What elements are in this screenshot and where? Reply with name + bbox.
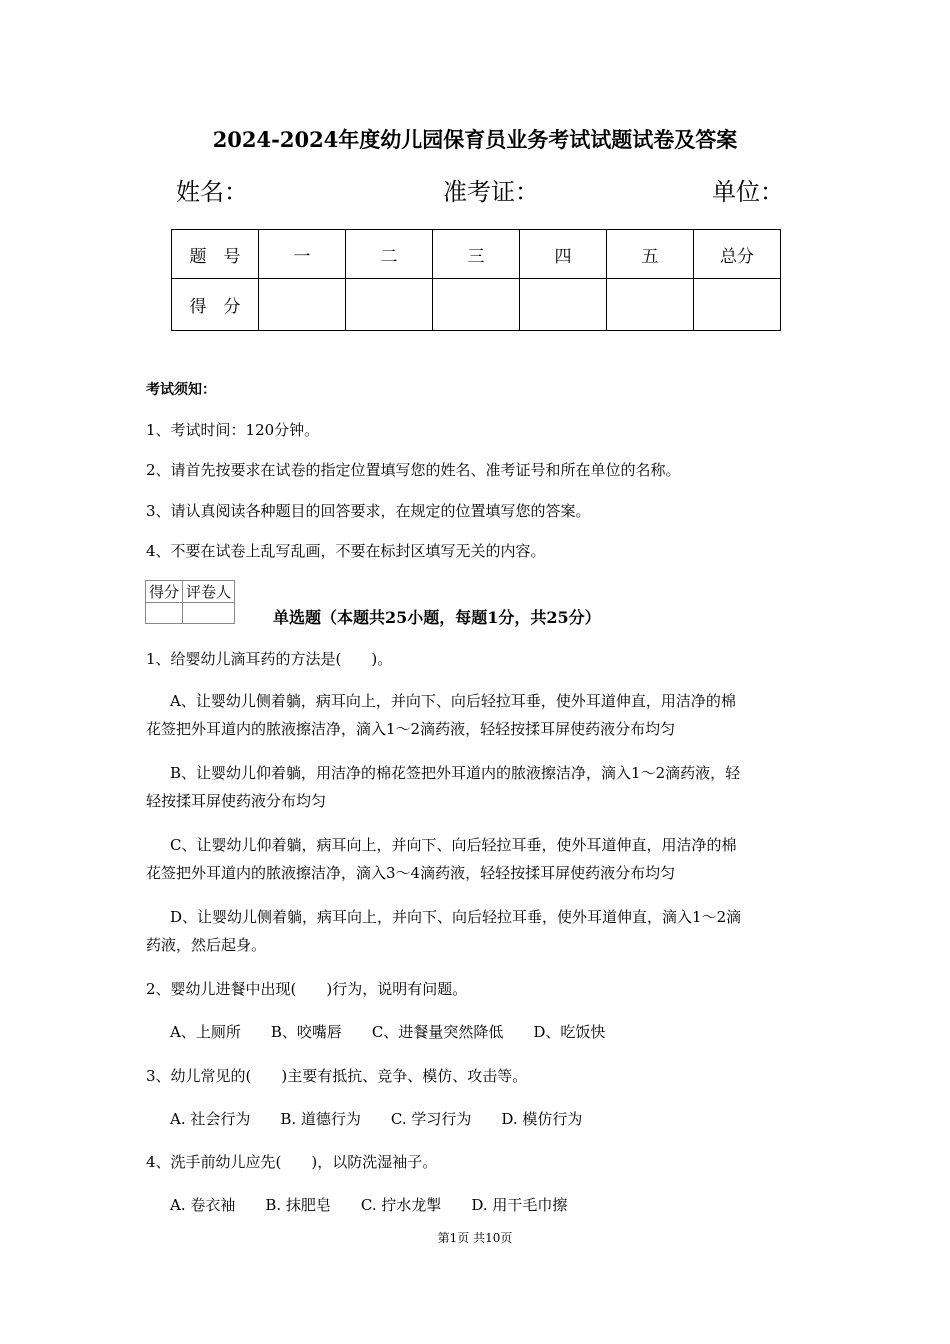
unit-label: 单位： [712,178,784,206]
score-header-row [172,230,781,279]
grader-score-cell[interactable] [146,603,183,624]
score-row-label: 得 分 [172,279,259,331]
notice-item: 1、考试时间：120分钟。 [146,421,320,439]
option-line: D、让婴幼儿侧着躺，病耳向上，并向下、向后轻拉耳垂，使外耳道伸直，滴入1～2滴 [170,908,742,926]
notice-item: 3、请认真阅读各种题目的回答要求，在规定的位置填写您的答案。 [146,502,591,520]
question-stem: 3、幼儿常见的( )主要有抵抗、竞争、模仿、攻击等。 [146,1067,528,1085]
score-header-cell: 三 [433,230,520,279]
score-header-cell: 一 [259,230,346,279]
score-header-cell: 四 [520,230,607,279]
option-line: B、让婴幼儿仰着躺，用洁净的棉花签把外耳道内的脓液擦洁净，滴入1～2滴药液，轻 [170,764,741,782]
option-line: A. 卷衣袖 B. 抹肥皂 C. 拧水龙掣 D. 用干毛巾擦 [170,1196,568,1214]
option-line: A、上厕所 B、咬嘴唇 C、进餐量突然降低 D、吃饭快 [170,1023,606,1041]
score-cell[interactable] [520,279,607,331]
option-line: A. 社会行为 B. 道德行为 C. 学习行为 D. 模仿行为 [170,1110,583,1128]
option-line: 药液，然后起身。 [146,936,267,954]
page-title: 2024-2024年度幼儿园保育员业务考试试题试卷及答案 [212,127,738,152]
question-stem: 2、婴幼儿进餐中出现( )行为，说明有问题。 [146,980,468,998]
score-header-cell: 二 [346,230,433,279]
score-cell[interactable] [607,279,694,331]
question-stem: 4、洗手前幼儿应先( )，以防洗湿袖子。 [146,1153,438,1171]
grader-reviewer-label: 评卷人 [183,581,235,603]
page-footer: 第1页 共10页 [437,1231,513,1245]
score-cell[interactable] [433,279,520,331]
score-header-cell: 题 号 [172,230,259,279]
section-title: 单选题（本题共25小题，每题1分，共25分） [273,608,601,627]
grader-reviewer-cell[interactable] [183,603,235,624]
notice-item: 2、请首先按要求在试卷的指定位置填写您的姓名、准考证号和所在单位的名称。 [146,461,681,479]
score-header-cell: 总分 [694,230,781,279]
option-line: 轻按揉耳屏使药液分布均匀 [146,792,327,810]
score-header-cell: 五 [607,230,694,279]
score-cell[interactable] [694,279,781,331]
notice-item: 4、不要在试卷上乱写乱画，不要在标封区填写无关的内容。 [146,542,546,560]
ticket-label: 准考证： [443,178,539,206]
option-line: C、让婴幼儿仰着躺，病耳向上，并向下、向后轻拉耳垂，使外耳道伸直，用洁净的棉 [170,836,737,854]
option-line: 花签把外耳道内的脓液擦洁净，滴入1～2滴药液，轻轻按揉耳屏使药液分布均匀 [146,720,676,738]
score-cell[interactable] [346,279,433,331]
notice-title: 考试须知： [146,382,216,398]
option-line: 花签把外耳道内的脓液擦洁净，滴入3～4滴药液，轻轻按揉耳屏使药液分布均匀 [146,864,676,882]
score-value-row [172,279,781,331]
option-line: A、让婴幼儿侧着躺，病耳向上，并向下、向后轻拉耳垂，使外耳道伸直，用洁净的棉 [170,692,736,710]
grader-box [145,580,235,624]
grader-score-label: 得分 [146,581,183,603]
score-cell[interactable] [259,279,346,331]
name-label: 姓名： [176,178,248,206]
score-table [171,229,781,331]
question-stem: 1、给婴幼儿滴耳药的方法是( )。 [146,650,393,668]
